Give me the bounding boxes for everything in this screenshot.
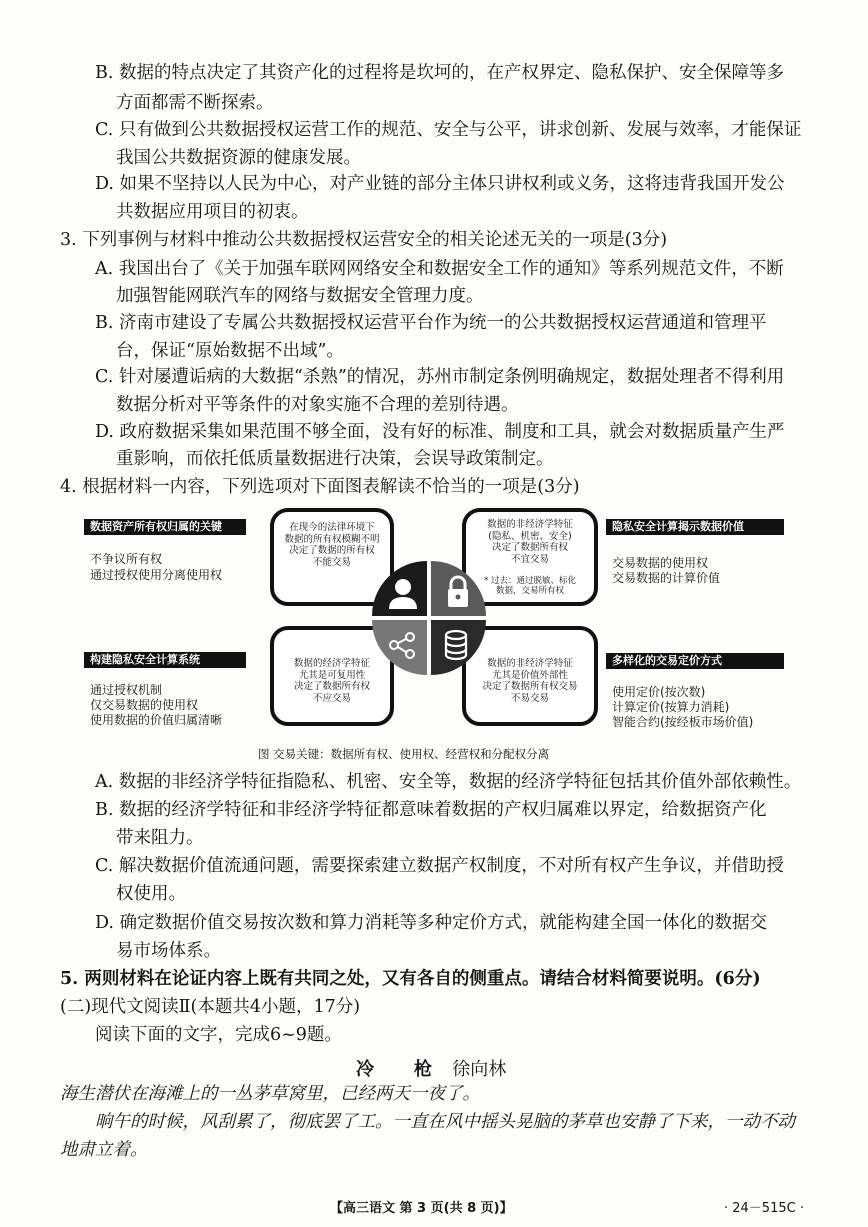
q4-option-c-line1: C. 解决数据价值流通问题，需要探索建立数据产权制度，不对所有权产生争议，并借助授 [95, 856, 784, 876]
q3-option-d-line1: D. 政府数据采集如果范围不够全面，没有好的标准、制度和工具，就会对数据质量产生严 [95, 422, 785, 442]
q3-option-c-line1: C. 针对屡遭诟病的大数据“杀熟”的情况，苏州市制定条例明确规定，数据处理者不得利用 [95, 367, 785, 387]
q3-option-b-line2: 台，保证“原始数据不出域”。 [116, 341, 344, 361]
figure-caption: 图 交易关键：数据所有权、使用权、经营权和分配权分离 [258, 747, 550, 761]
q4-option-a-line1: A. 数据的非经济学特征指隐私、机密、安全等，数据的经济学特征包括其价值外部依赖性。 [95, 772, 802, 792]
card-top-left: 在现今的法律环境下 数据的所有权模糊不明 决定了数据的所有权 不能交易 [270, 508, 394, 606]
q4-option-d-line2: 易市场体系。 [116, 941, 221, 961]
q3-stem: 3. 下列事例与材料中推动公共数据授权运营安全的相关论述无关的一项是(3分) [60, 230, 668, 250]
q4-option-c-line2: 权使用。 [116, 884, 186, 904]
fig-br-text1: 使用定价(按次数) [612, 685, 706, 699]
quadrant-top-right [431, 561, 486, 616]
fig-br-heading: 多样化的交易定价方式 [606, 653, 784, 669]
story-title: 冷 枪 徐向林 [356, 1059, 507, 1080]
fig-br-text2: 计算定价(按算力消耗) [612, 700, 730, 714]
q2-option-d-line2: 共数据应用项目的初衷。 [116, 202, 309, 222]
card-bottom-right: 数据的非经济学特征 尤其是价值外部性 决定了数据所有权交易 不易交易 [462, 626, 598, 726]
section2-heading: (二)现代文阅读Ⅱ(本题共4小题，17分) [60, 997, 361, 1017]
fig-bl-heading: 构建隐私安全计算系统 [84, 652, 246, 668]
fig-tr-text1: 交易数据的使用权 [612, 556, 709, 570]
q4-option-d-line1: D. 确定数据价值交易按次数和算力消耗等多种定价方式，就能构建全国一体化的数据交 [95, 913, 768, 933]
card-bottom-left: 数据的经济学特征 尤其是可复用性 决定了数据所有权 不应交易 [270, 626, 394, 726]
fig-tr-text2: 交易数据的计算价值 [612, 571, 721, 585]
story-author: 徐向林 [452, 1059, 507, 1080]
page-footer-center: 【高三语文 第 3 页(共 8 页)】 [330, 1201, 513, 1216]
page-footer-code: · 24－515C · [724, 1201, 804, 1216]
fig-bl-text3: 使用数据的价值归属清晰 [90, 713, 223, 727]
q3-option-a-line1: A. 我国出台了《关于加强车联网网络安全和数据安全工作的通知》等系列规范文件，不断 [95, 259, 784, 279]
q3-option-a-line2: 加强智能网联汽车的网络与数据安全管理力度。 [116, 286, 484, 306]
q3-option-b-line1: B. 济南市建设了专属公共数据授权运营平台作为统一的公共数据授权运营通道和管理平 [95, 313, 767, 333]
q2-option-d-line1: D. 如果不坚持以人民为中心，对产业链的部分主体只讲权利或义务，这将违背我国开发公 [95, 174, 785, 194]
q3-option-c-line2: 数据分析对平等条件的对象实施不合理的差别待遇。 [116, 395, 519, 415]
fig-tl-text1: 不争议所有权 [90, 552, 163, 566]
card-top-right: 数据的非经济学特征 (隐私、机密、安全) 决定了数据所有权 不宜交易 * 过去：通过脱敏、标化 数据，交易所有权 [462, 508, 598, 606]
story-paragraph-2-line2: 地肃立着。 [60, 1140, 148, 1160]
fig-tr-heading: 隐私安全计算揭示数据价值 [606, 519, 784, 535]
q4-option-b-line1: B. 数据的经济学特征和非经济学特征都意味着数据的产权归属难以界定，给数据资产化 [95, 800, 767, 820]
q3-option-d-line2: 重影响，而依托低质量数据进行决策，会误导政策制定。 [116, 449, 554, 469]
fig-tl-text2: 通过授权使用分离使用权 [90, 568, 223, 582]
data-ownership-figure [84, 505, 784, 737]
fig-tl-heading: 数据资产所有权归属的关键 [84, 519, 246, 535]
q2-option-b-line1: B. 数据的特点决定了其资产化的过程将是坎坷的，在产权界定、隐私保护、安全保障等多 [95, 63, 784, 83]
section2-instruction: 阅读下面的文字，完成6~9题。 [95, 1025, 342, 1045]
center-circle [370, 559, 488, 677]
fig-bl-text2: 仅交易数据的使用权 [90, 698, 199, 712]
q5-stem: 5. 两则材料在论证内容上既有共同之处，又有各自的侧重点。请结合材料简要说明。(6分) [60, 969, 761, 989]
q2-option-c-line2: 我国公共数据资源的健康发展。 [116, 148, 361, 168]
story-paragraph-2-line1: 晌午的时候，风刮累了，彻底罢了工。一直在风中摇头晃脑的茅草也安静了下来，一动不动 [95, 1112, 795, 1132]
fig-br-text3: 智能合约(按经板市场价值) [612, 715, 754, 729]
q2-option-b-line2: 方面都需不断探索。 [116, 93, 274, 113]
q2-option-c-line1: C. 只有做到公共数据授权运营工作的规范、安全与公平，讲求创新、发展与效率，才能保证 [95, 120, 802, 140]
fig-bl-text1: 通过授权机制 [90, 683, 163, 697]
q4-option-b-line2: 带来阻力。 [116, 828, 204, 848]
q4-stem: 4. 根据材料一内容，下列选项对下面图表解读不恰当的一项是(3分) [60, 477, 580, 497]
story-paragraph-1: 海生潜伏在海滩上的一丛茅草窝里，已经两天一夜了。 [60, 1084, 480, 1104]
quadrant-bottom-right [431, 620, 486, 675]
